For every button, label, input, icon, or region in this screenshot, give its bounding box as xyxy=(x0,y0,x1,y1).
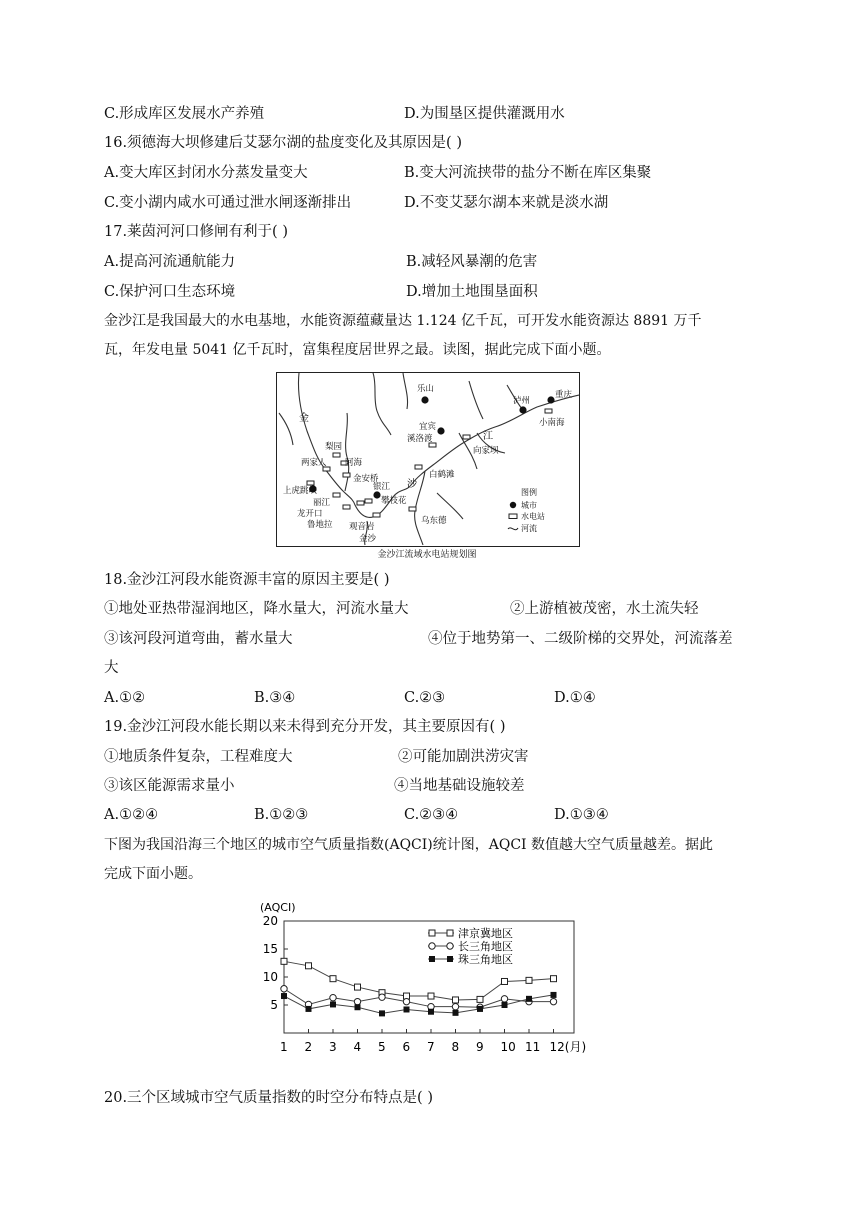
x-tick-label: 8 xyxy=(451,1040,460,1054)
q16-option-d: D.不变艾瑟尔湖本来就是淡水湖 xyxy=(404,195,609,211)
q19-stem: 19.金沙江河段水能长期以来未得到充分开发，其主要原因有( ) xyxy=(104,719,506,735)
city-label-luzhou: 泸州 xyxy=(513,396,531,406)
legend-marker xyxy=(447,930,453,936)
city-label-chongqing: 重庆 xyxy=(555,390,573,400)
q17-option-a: A.提高河流通航能力 xyxy=(104,254,236,270)
q18-option-a: A.①② xyxy=(104,690,146,706)
data-point xyxy=(355,984,361,990)
x-tick-label: 12(月) xyxy=(549,1040,587,1054)
q17-option-b: B.减轻风暴潮的危害 xyxy=(406,254,538,270)
q18-item1: ①地处亚热带湿润地区，降水量大，河流水量大 xyxy=(104,601,409,617)
data-point xyxy=(355,1004,361,1010)
data-point xyxy=(281,986,287,992)
legend-marker xyxy=(429,956,435,962)
q18-item4-cont: 大 xyxy=(104,660,119,676)
city-label-leshan: 乐山 xyxy=(417,384,435,394)
y-tick-label: 10 xyxy=(262,970,278,984)
q19-option-c: C.②③④ xyxy=(404,807,459,823)
x-tick-label: 5 xyxy=(378,1040,386,1054)
station-label-ludila: 鲁地拉 xyxy=(307,520,333,530)
city-label-panzhihua: 攀枝花 xyxy=(381,496,407,506)
river-label-jin: 金 xyxy=(299,413,309,424)
data-point xyxy=(526,977,532,983)
data-point xyxy=(501,996,507,1002)
data-point xyxy=(550,998,556,1004)
x-tick-label: 10 xyxy=(500,1040,516,1054)
data-point xyxy=(452,1003,458,1009)
q20-stem: 20.三个区域城市空气质量指数的时空分布特点是( ) xyxy=(104,1090,433,1106)
legend-label: 珠三角地区 xyxy=(458,953,513,966)
x-tick-label: 4 xyxy=(353,1040,362,1054)
map-caption: 金沙江流域水电站规划图 xyxy=(377,550,477,560)
data-point xyxy=(502,978,508,984)
data-point xyxy=(453,1010,459,1016)
aqci-intro-line1: 下图为我国沿海三个地区的城市空气质量指数(AQCI)统计图，AQCI 数值越大空气质量越差。据此 xyxy=(104,837,714,853)
q19-item1: ①地质条件复杂，工程难度大 xyxy=(104,749,293,765)
station-label-yinjiang: 银江 xyxy=(373,482,391,492)
jinsha-hydropower-map xyxy=(276,372,580,547)
map-drawing xyxy=(277,373,579,546)
q15-option-d: D.为围垦区提供灌溉用水 xyxy=(404,106,565,122)
station-label-wudongde: 乌东德 xyxy=(421,516,447,526)
x-tick-label: 2 xyxy=(304,1040,313,1054)
q17-stem: 17.莱茵河河口修闸有利于( ) xyxy=(104,224,288,240)
x-tick-label: 6 xyxy=(402,1040,411,1054)
y-tick-label: 5 xyxy=(270,998,278,1012)
legend-marker xyxy=(447,956,453,962)
station-label-shanghutiaoxia: 上虎跳峡 xyxy=(283,486,318,496)
aqci-line-chart xyxy=(240,895,600,1085)
q15-option-c: C.形成库区发展水产养殖 xyxy=(104,106,265,122)
y-tick-label: 15 xyxy=(262,942,278,956)
data-point xyxy=(306,963,312,969)
data-point xyxy=(551,976,557,982)
q16-option-a: A.变大库区封闭水分蒸发量变大 xyxy=(104,165,308,181)
x-tick-label: 3 xyxy=(329,1040,337,1054)
data-point xyxy=(403,998,409,1004)
q18-option-b: B.③④ xyxy=(254,690,296,706)
q19-item3: ③该区能源需求量小 xyxy=(104,778,235,794)
q18-option-c: C.②③ xyxy=(404,690,446,706)
legend-label: 长三角地区 xyxy=(458,940,513,953)
x-tick-label: 7 xyxy=(427,1040,435,1054)
data-point xyxy=(477,996,483,1002)
q16-stem: 16.须德海大坝修建后艾瑟尔湖的盐度变化及其原因是( ) xyxy=(104,135,462,151)
q17-option-d: D.增加土地围垦面积 xyxy=(406,284,538,300)
data-point xyxy=(354,998,360,1004)
data-point xyxy=(477,1006,483,1012)
city-label-yibin: 宜宾 xyxy=(419,422,437,432)
data-point xyxy=(428,993,434,999)
data-point xyxy=(428,1009,434,1015)
data-point xyxy=(379,994,385,1000)
x-tick-label: 1 xyxy=(280,1040,288,1054)
q18-item3: ③该河段河道弯曲，蓄水量大 xyxy=(104,631,293,647)
q17-option-c: C.保护河口生态环境 xyxy=(104,284,236,300)
data-point xyxy=(379,1010,385,1016)
q18-item4: ④位于地势第一、二级阶梯的交界处，河流落差 xyxy=(428,631,733,647)
station-label-jinanqiao: 金安桥 xyxy=(353,474,379,484)
y-tick-label: 20 xyxy=(262,914,278,928)
station-label-liangjiaren: 两家人 xyxy=(301,458,327,468)
station-label-liyuan: 梨园 xyxy=(325,442,343,452)
data-point xyxy=(551,992,557,998)
station-label-jinsha: 金沙 xyxy=(359,534,377,544)
q19-item4: ④当地基础设施较差 xyxy=(394,778,525,794)
series-line xyxy=(284,989,554,1007)
legend-city: 城市 xyxy=(521,501,537,510)
series-1 xyxy=(281,958,557,1003)
data-point xyxy=(330,1001,336,1007)
legend-marker xyxy=(429,930,435,936)
data-point xyxy=(526,996,532,1002)
station-label-guanyinyan: 观音岩 xyxy=(349,522,375,532)
q19-option-d: D.①③④ xyxy=(554,807,609,823)
q18-option-d: D.①④ xyxy=(554,690,596,706)
y-axis-label: (AQCI) xyxy=(260,901,296,914)
q16-option-b: B.变大河流挟带的盐分不断在库区集聚 xyxy=(404,165,652,181)
jinsha-intro-line1: 金沙江是我国最大的水电基地，水能资源蕴藏量达 1.124 亿千瓦，可开发水能资源达 8891 万千 xyxy=(104,313,702,329)
data-point xyxy=(330,995,336,1001)
station-label-xiaonanhai: 小南海 xyxy=(539,418,565,428)
q16-option-c: C.变小湖内咸水可通过泄水闸逐渐排出 xyxy=(104,195,352,211)
river-label-jiang: 江 xyxy=(483,431,493,442)
q18-item2: ②上游植被茂密，水土流失轻 xyxy=(510,601,699,617)
city-label-lijiang: 丽江 xyxy=(313,498,331,508)
q19-option-b: B.①②③ xyxy=(254,807,309,823)
data-point xyxy=(281,993,287,999)
legend-station: 水电站 xyxy=(521,512,545,521)
data-point xyxy=(453,997,459,1003)
legend-marker xyxy=(429,943,435,949)
x-tick-label: 9 xyxy=(476,1040,484,1054)
data-point xyxy=(330,976,336,982)
x-tick-label: 11 xyxy=(525,1040,541,1054)
river-label-sha: 沙 xyxy=(407,479,417,490)
legend-marker xyxy=(447,943,453,949)
data-point xyxy=(281,958,287,964)
legend-title: 图例 xyxy=(521,488,537,497)
q18-stem: 18.金沙江河段水能资源丰富的原因主要是( ) xyxy=(104,572,390,588)
aqci-intro-line2: 完成下面小题。 xyxy=(104,866,202,882)
data-point xyxy=(502,1002,508,1008)
map-legend xyxy=(508,487,545,533)
station-label-xiluodu: 溪洛渡 xyxy=(407,434,433,444)
q19-item2: ②可能加剧洪涝灾害 xyxy=(398,749,529,765)
data-point xyxy=(404,1006,410,1012)
station-label-baihetan: 白鹤滩 xyxy=(429,470,455,480)
q19-option-a: A.①②④ xyxy=(104,807,159,823)
station-label-ahai: 阿海 xyxy=(345,458,363,468)
station-label-xiangjiaba: 向家坝 xyxy=(473,446,499,456)
legend-label: 津京冀地区 xyxy=(458,927,513,940)
series-line xyxy=(284,961,554,1000)
data-point xyxy=(306,1006,312,1012)
legend-river: 河流 xyxy=(521,524,537,533)
station-label-longkaikou: 龙开口 xyxy=(297,509,323,519)
jinsha-intro-line2: 瓦，年发电量 5041 亿千瓦时，富集程度居世界之最。读图，据此完成下面小题。 xyxy=(104,342,611,358)
